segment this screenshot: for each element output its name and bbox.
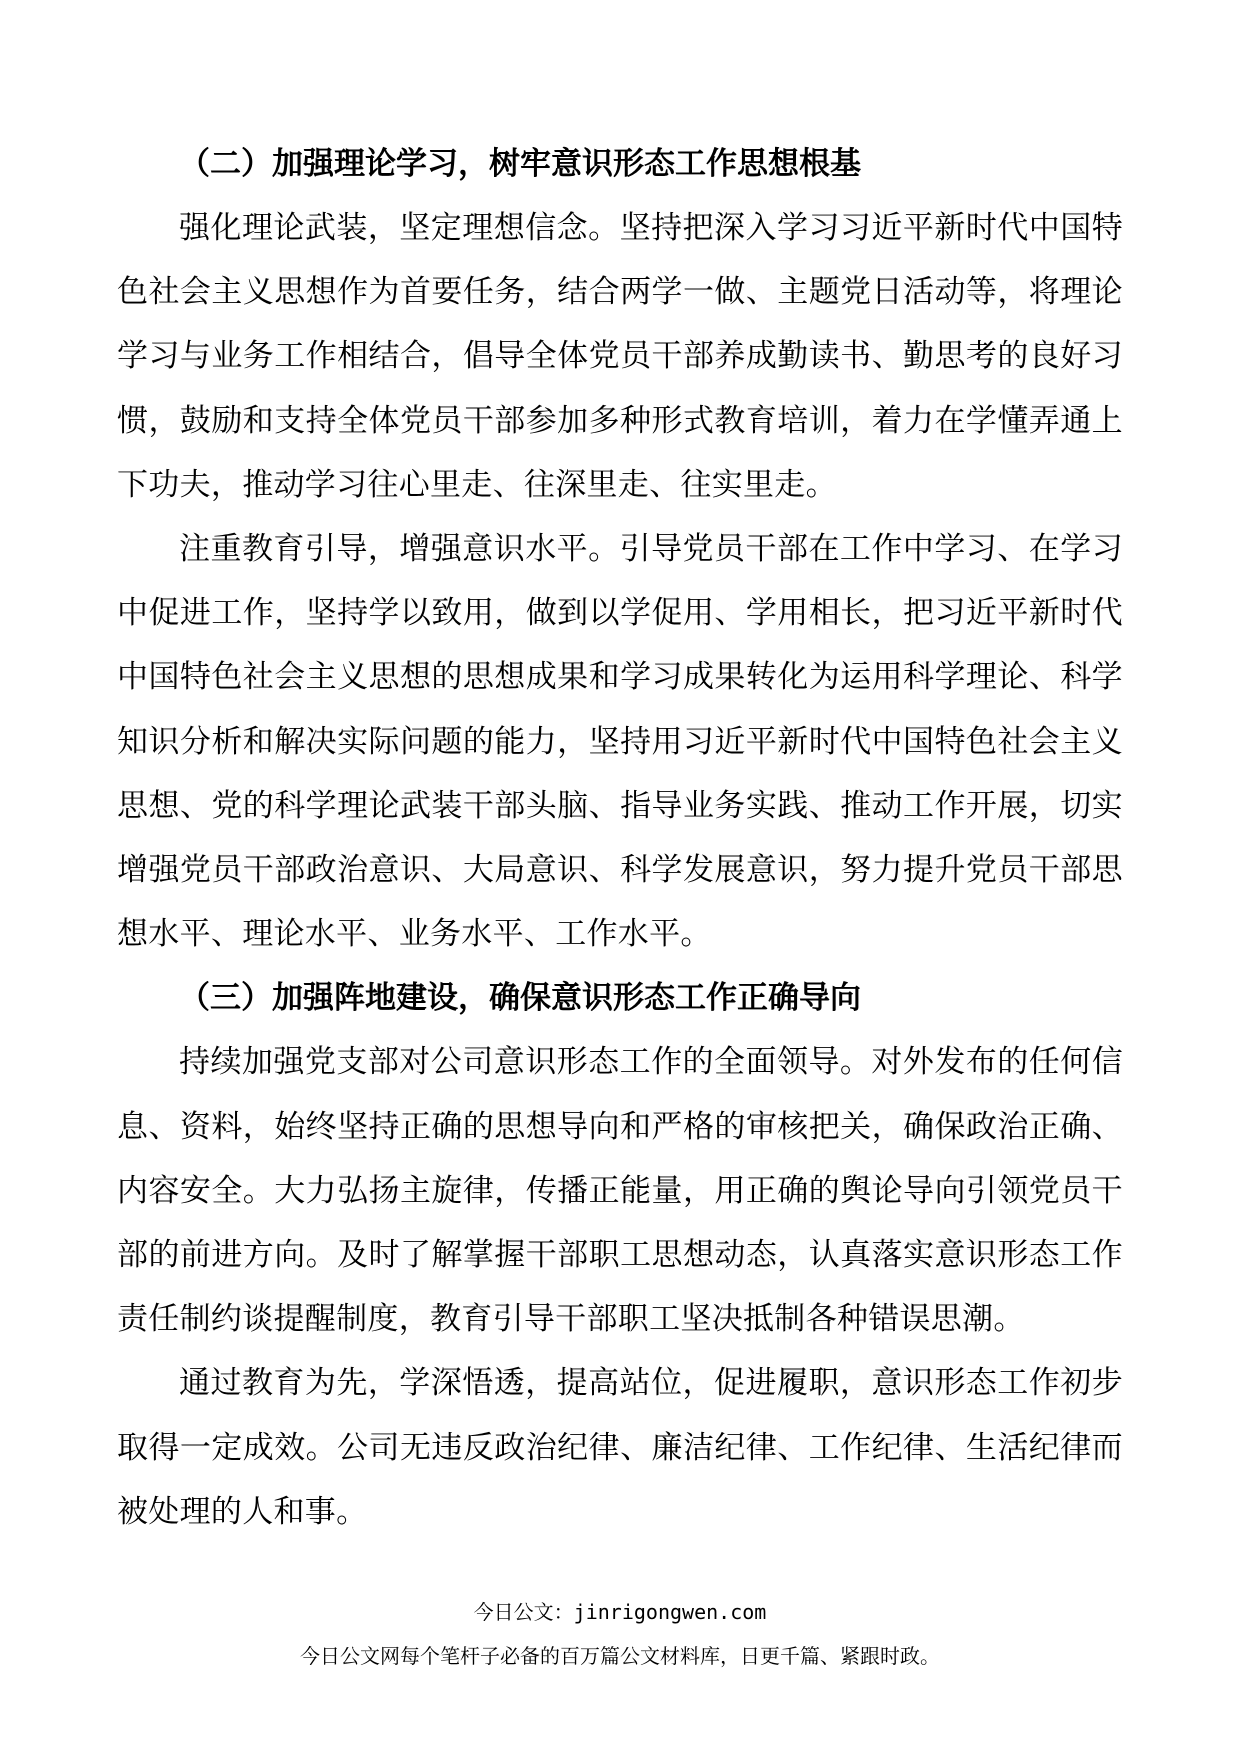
footer-site-line: 今日公文：jinrigongwen.com <box>473 1600 767 1624</box>
footer-slogan-line: 今日公文网每个笔杆子必备的百万篇公文材料库，日更千篇、紧跟时政。 <box>300 1644 940 1668</box>
document-body <box>117 132 1123 1544</box>
body-paragraph: 持续加强党支部对公司意识形态工作的全面领导。对外发布的任何信息、资料，始终坚持正确的思想导向和严格的审核把关，确保政治正确、内容安全。大力弘扬主旋律，传播正能量，用正确的舆论导向引领党员干部的前进方向。及时了解掌握干部职工思想动态，认真落实意识形态工作责任制约谈提醒制度，教育引导干部职工坚决抵制各种错误思潮。 <box>117 1044 1123 1338</box>
body-paragraph: 通过教育为先，学深悟透，提高站位，促进履职，意识形态工作初步取得一定成效。公司无违反政治纪律、廉洁纪律、工作纪律、生活纪律而被处理的人和事。 <box>117 1365 1123 1530</box>
body-paragraph: 强化理论武装，坚定理想信念。坚持把深入学习习近平新时代中国特色社会主义思想作为首要任务，结合两学一做、主题党日活动等，将理论学习与业务工作相结合，倡导全体党员干部养成勤读书、勤思考的良好习惯，鼓励和支持全体党员干部参加多种形式教育培训，着力在学懂弄通上下功夫，推动学习往心里走、往深里走、往实里走。 <box>117 210 1123 503</box>
body-paragraph: 注重教育引导，增强意识水平。引导党员干部在工作中学习、在学习中促进工作，坚持学以致用，做到以学促用、学用相长，把习近平新时代中国特色社会主义思想的思想成果和学习成果转化为运用科学理论、科学知识分析和解决实际问题的能力，坚持用习近平新时代中国特色社会主义思想、党的科学理论武装干部头脑、指导业务实践、推动工作开展，切实增强党员干部政治意识、大局意识、科学发展意识，努力提升党员干部思想水平、理论水平、业务水平、工作水平。 <box>117 531 1123 953</box>
section-heading: （二）加强理论学习，树牢意识形态工作思想根基 <box>179 146 861 182</box>
section-heading: （三）加强阵地建设，确保意识形态工作正确导向 <box>179 980 861 1017</box>
